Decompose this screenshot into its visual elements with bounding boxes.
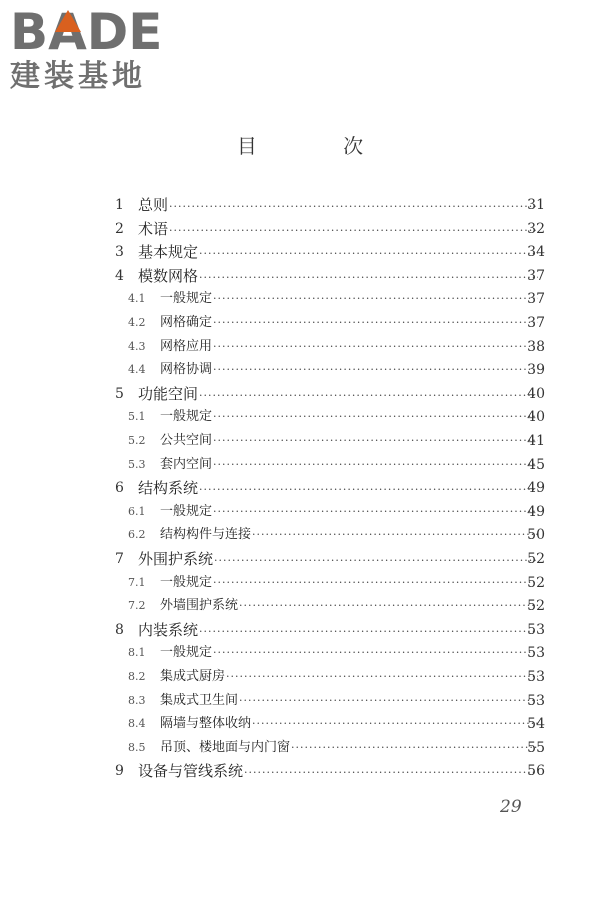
dot-leader [239,690,538,712]
dot-leader [199,267,538,289]
toc-entry-page: 40 [527,385,545,402]
dot-leader [213,288,538,310]
dot-leader [213,642,538,664]
toc-entry-title: 套内空间 [160,456,213,472]
toc-entry-number: 7.1 [128,575,146,589]
toc-entry-page: 49 [527,480,545,497]
toc-entry-title: 网格应用 [160,338,213,354]
dot-leader [213,359,538,381]
toc-entry-title: 功能空间 [138,384,199,403]
toc-entry[interactable] [0,642,600,664]
dot-leader [213,501,538,523]
toc-entry-number: 6 [115,480,124,497]
toc-entry-number: 8.2 [128,670,146,683]
toc-entry-page: 32 [527,220,545,237]
toc-entry[interactable] [0,359,600,381]
toc-entry-number: 4.3 [128,339,146,353]
toc-entry-label [138,383,538,407]
toc-entry[interactable] [0,595,600,617]
dot-leader [252,524,538,546]
toc-entry-number: 4.4 [128,363,146,377]
toc-entry-page: 45 [527,456,545,473]
toc-entry-label [160,524,538,546]
toc-entry-title: 公共空间 [160,433,213,448]
toc-entry[interactable] [0,619,600,641]
toc-entry-title: 外围护系统 [138,550,214,568]
dot-leader [214,550,538,572]
toc-entry[interactable] [0,690,600,712]
toc-entry-label [160,359,538,381]
dot-leader [213,572,538,594]
toc-entry[interactable] [0,737,600,759]
dot-leader [213,336,538,358]
toc-entry-page: 41 [527,433,545,449]
toc-entry-number: 4.1 [128,292,146,306]
toc-entry-number: 8.1 [128,646,146,660]
toc-entry-label [160,572,538,594]
toc-entry-label [160,737,538,759]
logo-subtitle: 建装基地 [10,59,146,94]
dot-leader [199,385,538,407]
toc-entry-title: 一般规定 [160,574,213,590]
toc-entry-page: 40 [527,409,545,426]
toc-entry[interactable] [0,288,600,310]
toc-entry-page: 50 [527,527,545,544]
logo-accent-triangle [55,10,81,32]
toc-entry-title: 网格协调 [160,362,213,378]
dot-leader [199,479,538,501]
toc-entry-page: 39 [527,362,545,379]
toc-entry-number: 8 [115,621,124,638]
toc-entry-title: 隔墙与整体收纳 [160,716,252,732]
toc-entry-label [138,548,538,572]
toc-entry-number: 7 [115,551,124,567]
toc-entry[interactable] [0,524,600,546]
toc-entry-title: 设备与管线系统 [138,762,244,781]
dot-leader [213,430,538,452]
toc-entry-number: 4 [115,267,124,284]
dot-leader [244,762,538,784]
toc-entry-page: 53 [527,621,545,638]
toc-entry-page: 52 [527,574,545,591]
toc-entry[interactable] [0,572,600,594]
toc-entry-number: 7.2 [128,599,146,613]
toc-entry[interactable] [0,548,600,570]
toc-entry-label [160,312,538,334]
toc-entry-page: 49 [527,503,545,520]
toc-entry-page: 31 [527,197,545,213]
toc-entry-number: 8.4 [128,717,146,731]
toc-entry[interactable] [0,336,600,358]
toc-entry-label [160,336,538,358]
dot-leader [226,666,538,688]
toc-entry-title: 一般规定 [160,645,213,661]
toc-entry-page: 53 [527,692,545,709]
bade-logo [10,3,180,96]
toc-entry-page: 52 [527,551,545,567]
toc-entry-number: 5.1 [128,410,146,424]
dot-leader [213,454,538,476]
toc-entry-label [138,241,538,265]
toc-entry-number: 5 [115,385,124,402]
toc-entry-label [160,501,538,523]
toc-entry-title: 吊顶、楼地面与内门窗 [160,739,291,755]
toc-entry-title: 一般规定 [160,409,213,425]
toc-entry[interactable] [0,666,600,688]
toc-entry[interactable] [0,406,600,428]
toc-entry[interactable] [0,713,600,735]
toc-entry-label [160,406,538,428]
toc-entry-page: 37 [527,291,545,308]
toc-entry-page: 37 [527,267,545,284]
toc-entry[interactable] [0,218,600,240]
toc-entry-title: 一般规定 [160,503,213,519]
toc-entry[interactable] [0,265,600,287]
toc-entry-number: 2 [115,220,124,237]
toc-entry-label [160,454,538,476]
toc-entry-title: 模数网格 [138,266,199,285]
toc-entry-number: 3 [115,244,124,261]
toc-entry-title: 总则 [138,196,169,214]
page-title: 目 次 [236,134,404,158]
toc-entry[interactable] [0,501,600,523]
toc-entry-page: 53 [527,669,545,685]
dot-leader [199,621,538,643]
toc-entry-number: 5.2 [128,434,146,447]
toc-entry-title: 一般规定 [160,291,213,307]
dot-leader [213,312,538,334]
toc-entry[interactable] [0,454,600,476]
toc-entry-page: 37 [527,315,545,331]
dot-leader [239,595,538,617]
toc-entry-page: 54 [527,716,545,733]
toc-entry-label [160,430,538,452]
toc-entry-page: 56 [527,763,545,780]
toc-entry[interactable] [0,760,600,782]
toc-entry-label [160,595,538,617]
toc-entry-number: 1 [115,197,124,213]
dot-leader [291,737,538,759]
toc-entry-page: 53 [527,645,545,662]
toc-entry-label [160,713,538,735]
toc-entry-title: 外墙围护系统 [160,598,239,614]
toc-entry-label [138,265,538,289]
toc-entry-label [138,619,538,643]
toc-entry-title: 网格确定 [160,315,213,330]
toc-entry-page: 34 [527,244,545,261]
toc-entry[interactable] [0,241,600,263]
toc-entry-number: 5.3 [128,457,146,471]
toc-entry-number: 8.3 [128,693,146,707]
toc-entry-title: 结构系统 [138,479,199,498]
dot-leader [169,196,538,218]
page-number: 29 [500,797,522,817]
toc-entry-label [138,194,538,218]
toc-entry-label [138,477,538,501]
dot-leader [169,220,538,242]
toc-entry-title: 结构构件与连接 [160,527,252,543]
toc-entry-page: 38 [527,338,545,355]
toc-entry-label [160,642,538,664]
toc-entry-number: 8.5 [128,740,146,754]
toc-entry-page: 55 [527,739,545,756]
dot-leader [213,406,538,428]
toc-entry[interactable] [0,477,600,499]
toc-entry[interactable] [0,383,600,405]
toc-entry-title: 内装系统 [138,620,199,639]
toc-entry-number: 6.1 [128,504,146,518]
toc-entry[interactable] [0,194,600,216]
toc-entry-label [160,666,538,688]
logo-wordmark: BADE [10,3,163,61]
toc-entry[interactable] [0,312,600,334]
toc-entry-label [138,760,538,784]
toc-entry-label [160,288,538,310]
toc-entry-title: 集成式卫生间 [160,692,239,708]
toc-entry-title: 集成式厨房 [160,669,226,684]
toc-entry-number: 4.2 [128,316,146,329]
toc-entry-label [160,690,538,712]
toc-entry-label [138,218,538,242]
toc-entry-number: 9 [115,763,124,780]
dot-leader [252,713,538,735]
toc-entry[interactable] [0,430,600,452]
dot-leader [199,243,538,265]
toc-entry-title: 基本规定 [138,243,199,262]
toc-entry-number: 6.2 [128,528,146,542]
toc-entry-page: 52 [527,598,545,615]
toc-entry-title: 术语 [138,219,169,238]
